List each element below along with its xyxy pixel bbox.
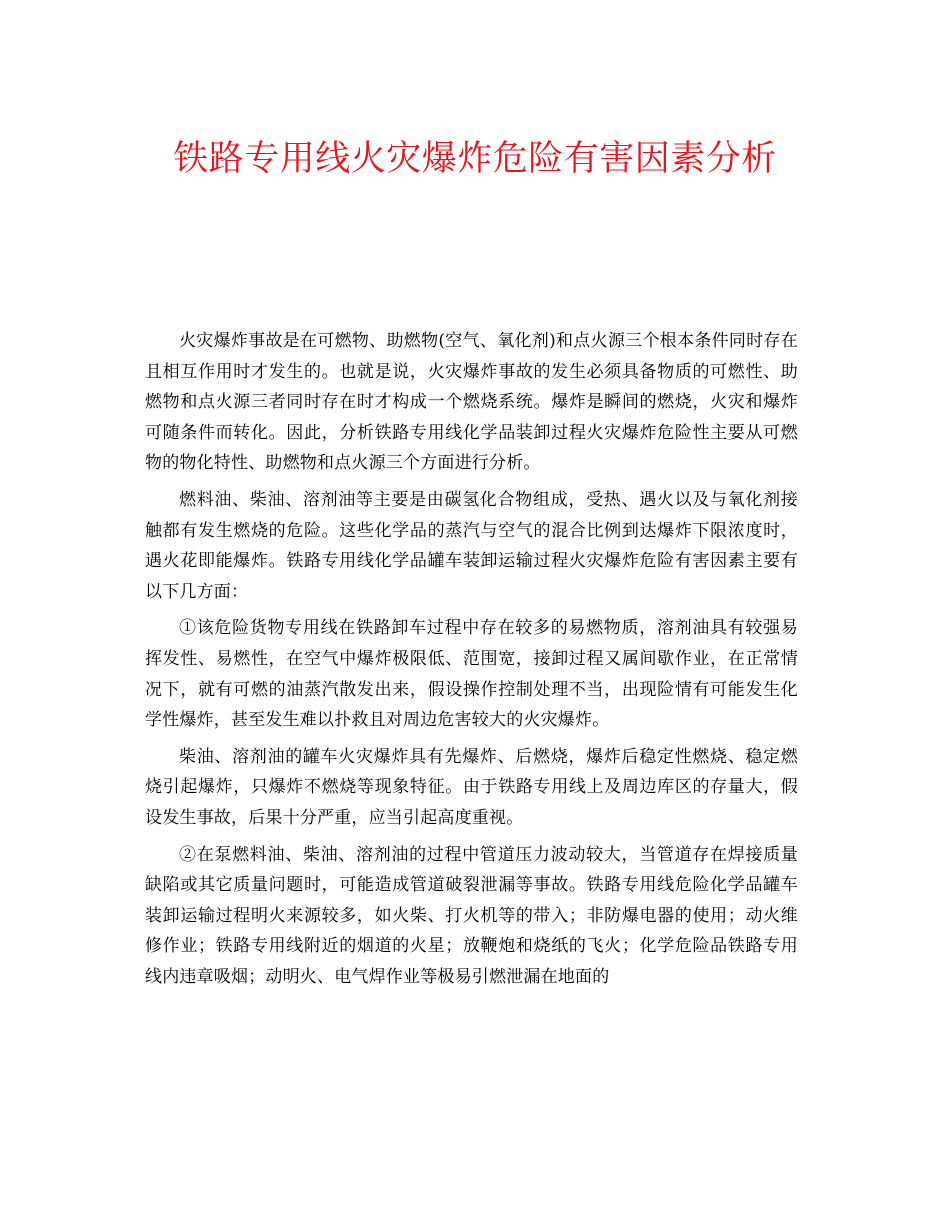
paragraph-2: 燃料油、柴油、溶剂油等主要是由碳氢化合物组成，受热、遇火以及与氧化剂接触都有发生燃烧的危险。这些化学品的蒸汽与空气的混合比例到达爆炸下限浓度时，遇火花即能爆炸。铁路专用线化学品罐车装卸运输过程火灾爆炸危险有害因素主要有以下几方面：: [145, 489, 798, 602]
paragraph-5: ②在泵燃料油、柴油、溶剂油的过程中管道压力波动较大，当管道存在焊接质量缺陷或其它质量问题时，可能造成管道破裂泄漏等事故。铁路专用线危险化学品罐车装卸运输过程明火来源较多，如火柴、打火机等的带入；非防爆电器的使用；动火维修作业；铁路专用线附近的烟道的火星；放鞭炮和烧纸的飞火；化学危险品铁路专用线内违章吸烟；动明火、电气焊作业等极易引燃泄漏在地面的: [145, 844, 798, 987]
paragraph-3: ①该危险货物专用线在铁路卸车过程中存在较多的易燃物质，溶剂油具有较强易挥发性、易燃性，在空气中爆炸极限低、范围宽，接卸过程又属间歇作业，在正常情况下，就有可燃的油蒸汽散发出来，假设操作控制处理不当，出现险情有可能发生化学性爆炸，甚至发生难以扑救且对周边危害较大的火灾爆炸。: [145, 618, 798, 731]
document-body: [145, 326, 798, 998]
paragraph-4: 柴油、溶剂油的罐车火灾爆炸具有先爆炸、后燃烧，爆炸后稳定性燃烧、稳定燃烧引起爆炸，只爆炸不燃烧等现象特征。由于铁路专用线上及周边库区的存量大，假设发生事故，后果十分严重，应当引起高度重视。: [145, 746, 798, 828]
paragraph-1: 火灾爆炸事故是在可燃物、助燃物(空气、氧化剂)和点火源三个根本条件同时存在且相互作用时才发生的。也就是说，火灾爆炸事故的发生必须具备物质的可燃性、助燃物和点火源三者同时存在时才构成一个燃烧系统。爆炸是瞬间的燃烧，火灾和爆炸可随条件而转化。因此，分析铁路专用线化学品装卸过程火灾爆炸危险性主要从可燃物的物化特性、助燃物和点火源三个方面进行分析。: [145, 331, 798, 474]
document-title: 铁路专用线火灾爆炸危险有害因素分析: [173, 139, 777, 179]
